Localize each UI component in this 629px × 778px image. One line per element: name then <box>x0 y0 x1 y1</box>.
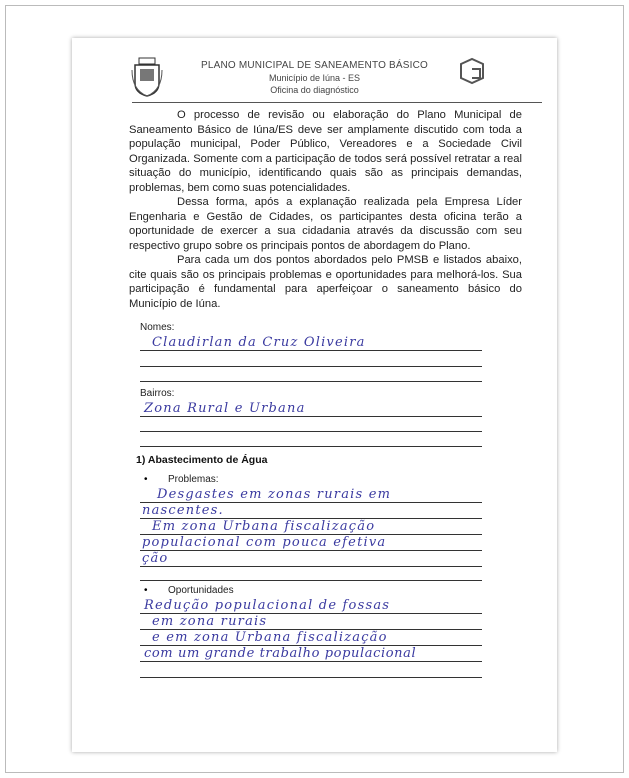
problems-label: Problemas: <box>168 474 219 485</box>
header-divider <box>132 102 542 103</box>
intro-paragraph: Para cada um dos pontos abordados pelo PMSB e listados abaixo, cite quais são os principais problemas e oportunidades para melhorá-los. Sua participação é fundamental para aperfeiçoar o saneamento básico do Município de Iúna. <box>129 254 522 310</box>
line <box>140 661 482 662</box>
problems-handwriting: Em zona Urbana fiscalização <box>152 519 376 534</box>
intro-text <box>129 108 522 311</box>
line <box>140 645 482 646</box>
line <box>140 431 482 432</box>
header-municipality: Município de Iúna - ES <box>268 73 361 83</box>
names-handwriting: Claudirlan da Cruz Oliveira <box>152 335 366 350</box>
problems-handwriting: populacional com pouca efetiva <box>142 535 387 550</box>
document-page <box>72 38 557 752</box>
line <box>140 580 482 581</box>
line <box>140 629 482 630</box>
header-title: PLANO MUNICIPAL DE SANEAMENTO BÁSICO <box>200 60 429 71</box>
line <box>140 381 482 382</box>
line <box>140 518 482 519</box>
line <box>140 677 482 678</box>
problems-handwriting: nascentes. <box>142 503 224 518</box>
problems-handwriting: ção <box>142 551 169 566</box>
opportunities-handwriting: e em zona Urbana fiscalização <box>152 630 388 645</box>
bullet: • <box>144 585 148 596</box>
line <box>140 566 482 567</box>
opportunities-handwriting: Redução populacional de fossas <box>144 598 391 613</box>
problems-handwriting: Desgastes em zonas rurais em <box>157 487 392 502</box>
bairros-handwriting: Zona Rural e Urbana <box>144 401 306 416</box>
line <box>140 350 482 351</box>
header-subtitle: Oficina do diagnóstico <box>270 85 359 95</box>
bullet: • <box>144 474 148 485</box>
names-label: Nomes: <box>140 322 175 333</box>
opportunities-handwriting: com um grande trabalho populacional <box>144 646 417 661</box>
line <box>140 366 482 367</box>
opportunities-handwriting: em zona rurais <box>152 614 268 629</box>
line <box>140 502 482 503</box>
line <box>140 416 482 417</box>
section-title: 1) Abastecimento de Água <box>136 454 268 466</box>
intro-paragraph: O processo de revisão ou elaboração do Plano Municipal de Saneamento Básico de Iúna/ES deve ser amplamente discutido com toda a população municipal, Poder Público, Vereadores e a Sociedade Civil Organizada. Somente com a participação de todos será possível retratar a real situação do município, identificando quais são as principais demandas, problemas, bem como suas potencialidades. <box>129 109 522 194</box>
line <box>140 550 482 551</box>
line <box>140 613 482 614</box>
line <box>140 446 482 447</box>
company-logo <box>457 56 487 86</box>
line <box>140 534 482 535</box>
intro-paragraph: Dessa forma, após a explanação realizada pela Empresa Líder Engenharia e Gestão de Cidades, os participantes desta oficina terão a oportunidade de exercer a sua cidadania através da discussão com seu respectivo grupo sobre os principais pontos de abordagem do Plano. <box>129 196 522 252</box>
opportunities-label: Oportunidades <box>168 585 234 596</box>
bairros-label: Bairros: <box>140 388 175 399</box>
